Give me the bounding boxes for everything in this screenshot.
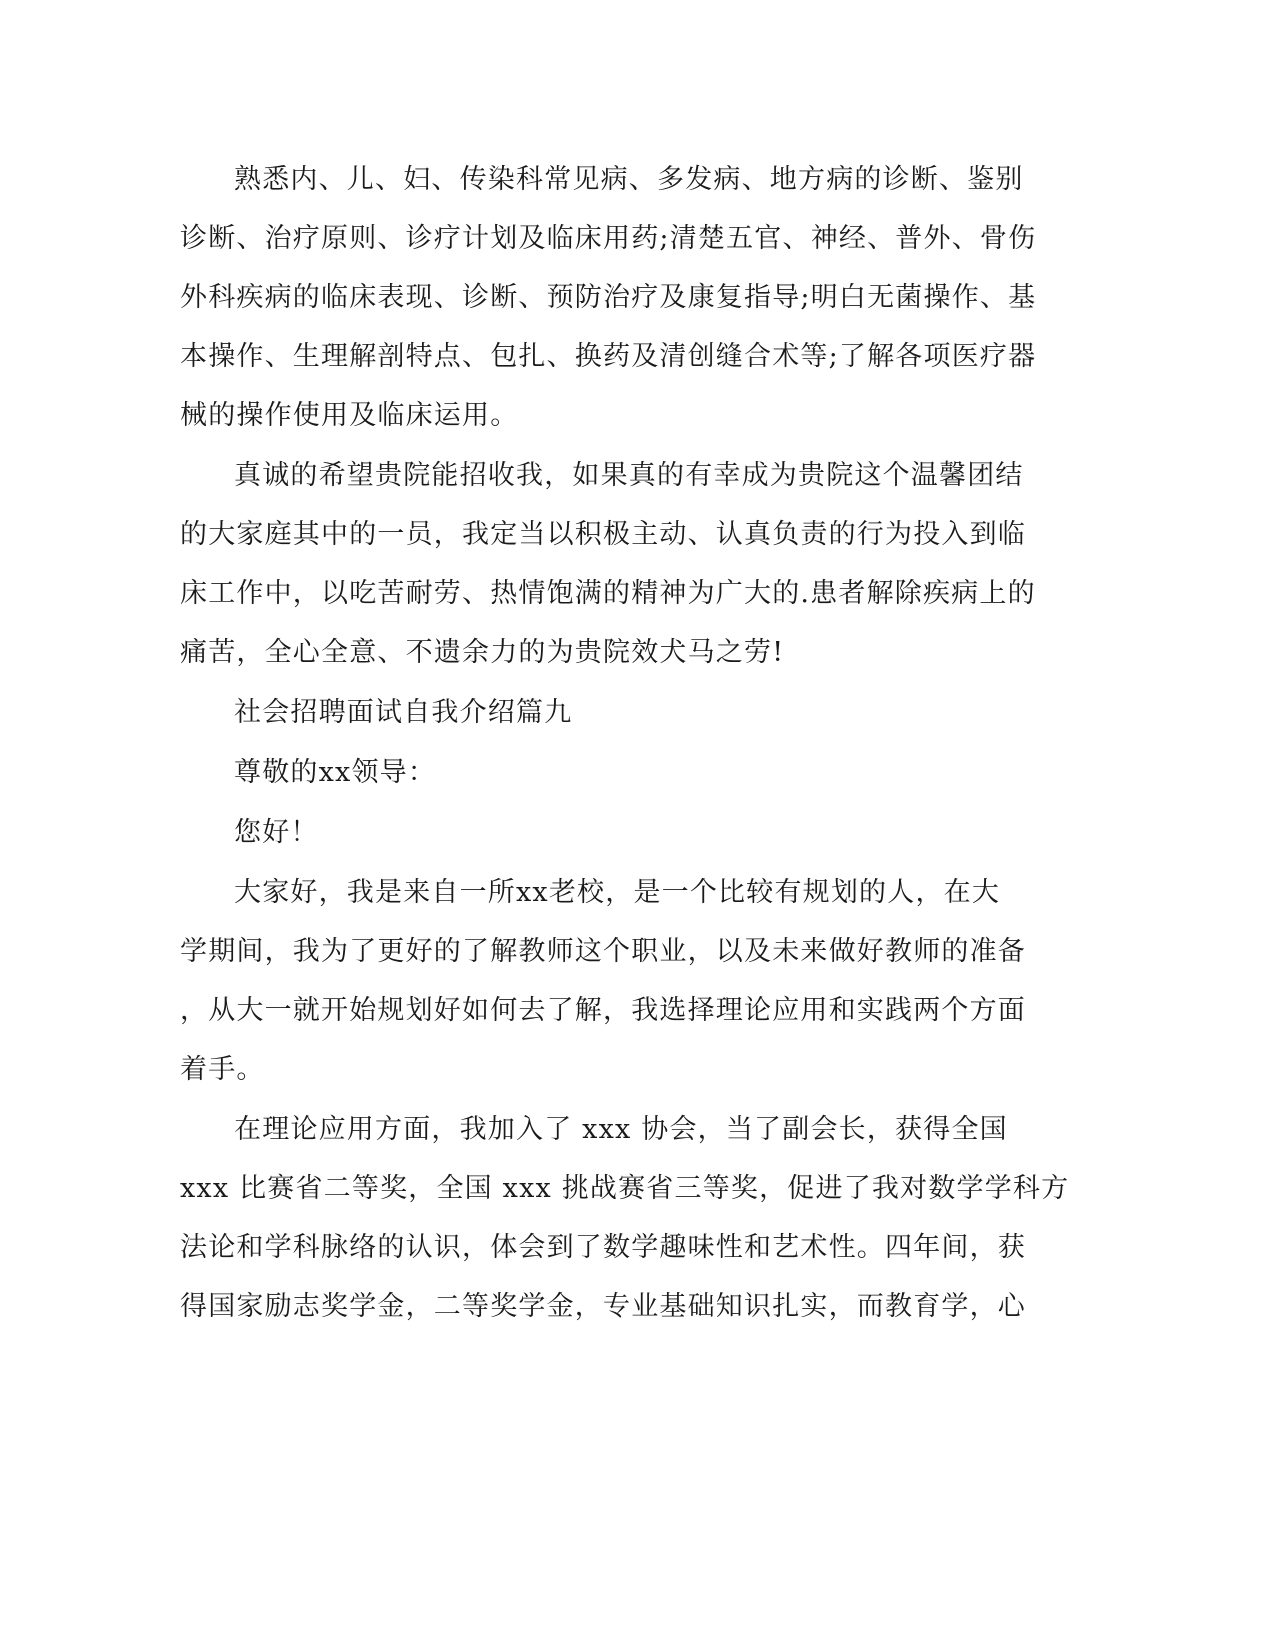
- text-line: 诊断、治疗原则、诊疗计划及临床用药;清楚五官、神经、普外、骨伤: [180, 223, 1037, 254]
- text-line: 的大家庭其中的一员，我定当以积极主动、认真负责的行为投入到临: [180, 519, 1026, 550]
- text-line: 法论和学科脉络的认识，体会到了数学趣味性和艺术性。四年间，获: [180, 1232, 1026, 1263]
- paragraph-theory-application: [180, 1100, 1070, 1336]
- text-line: ，从大一就开始规划好如何去了解，我选择理论应用和实践两个方面: [180, 995, 1026, 1026]
- text-line: 床工作中，以吃苦耐劳、热情饱满的精神为广大的.患者解除疾病上的: [180, 578, 1036, 609]
- text-line: 痛苦，全心全意、不遗余力的为贵院效犬马之劳!: [180, 637, 785, 668]
- text-line: 械的操作使用及临床运用。: [180, 400, 519, 431]
- text-line: 在理论应用方面，我加入了 xxx 协会，当了副会长，获得全国: [234, 1114, 1008, 1145]
- text-line: 着手。: [180, 1054, 265, 1085]
- text-line: 本操作、生理解剖特点、包扎、换药及清创缝合术等;了解各项医疗器: [180, 341, 1037, 372]
- text-line: 您好！: [234, 817, 319, 848]
- paragraph-closing-hope: [180, 446, 1040, 682]
- paragraph-introduction: [180, 863, 1040, 1099]
- text-line: 学期间，我为了更好的了解教师这个职业，以及未来做好教师的准备: [180, 936, 1026, 967]
- text-line: 得国家励志奖学金，二等奖学金，专业基础知识扎实，而教育学，心: [180, 1291, 1026, 1322]
- text-line: 熟悉内、儿、妇、传染科常见病、多发病、地方病的诊断、鉴别: [234, 164, 1024, 195]
- text-line: 社会招聘面试自我介绍篇九: [234, 697, 573, 728]
- text-line: 尊敬的xx领导：: [234, 757, 437, 788]
- paragraph-medical-skills: [180, 150, 1040, 445]
- greeting: [180, 803, 1040, 862]
- text-line: 大家好，我是来自一所xx老校，是一个比较有规划的人，在大: [234, 877, 1001, 908]
- section-heading: [180, 683, 1040, 742]
- text-line: 外科疾病的临床表现、诊断、预防治疗及康复指导;明白无菌操作、基: [180, 282, 1037, 313]
- text-line: xxx 比赛省二等奖，全国 xxx 挑战赛省三等奖，促进了我对数学学科方: [180, 1173, 1070, 1204]
- text-line: 真诚的希望贵院能招收我，如果真的有幸成为贵院这个温馨团结: [234, 460, 1024, 491]
- salutation: [180, 743, 1040, 802]
- document-page: [180, 150, 1070, 1336]
